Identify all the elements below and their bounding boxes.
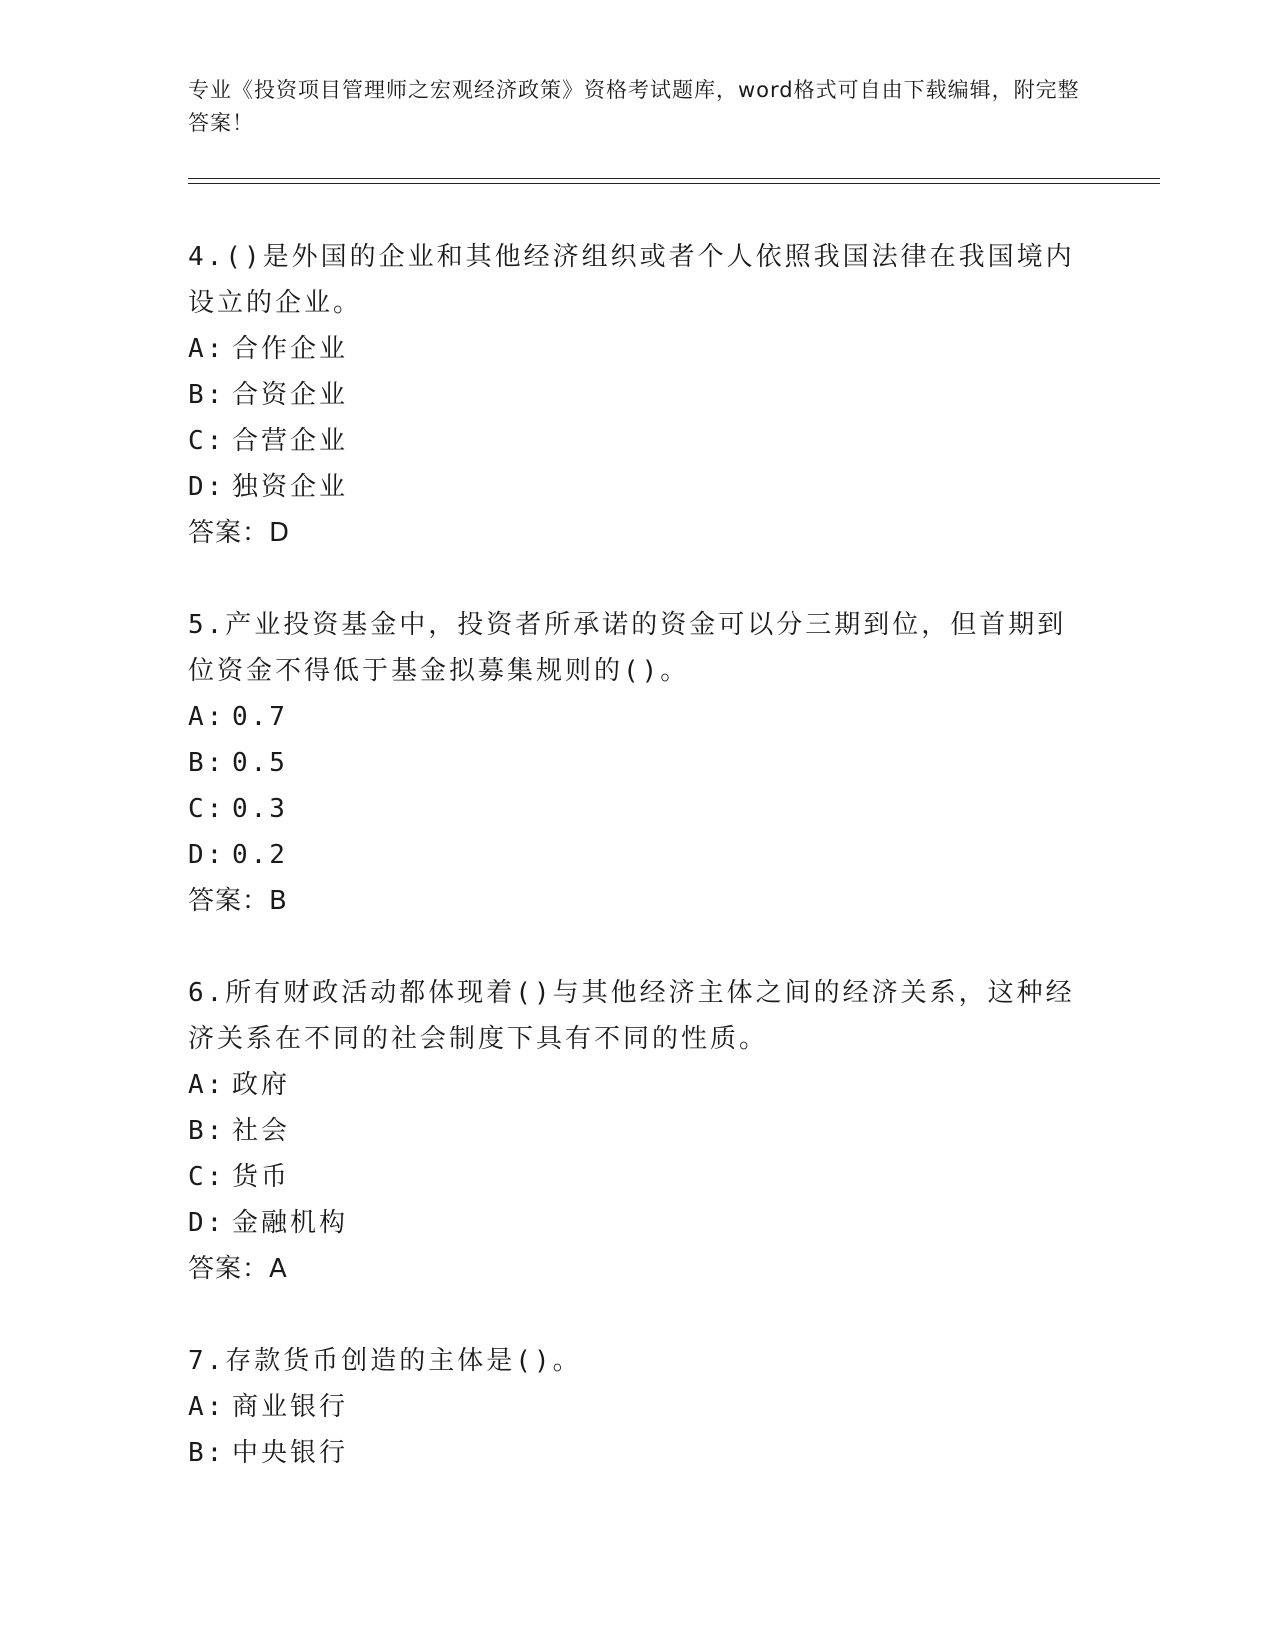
- option-b: [188, 740, 1088, 786]
- question-stem: 7.存款货币创造的主体是()。: [188, 1346, 582, 1376]
- option-text: 合营企业: [232, 426, 349, 456]
- question-7: [188, 1338, 1088, 1476]
- option-letter: A:: [188, 1070, 226, 1100]
- option-text: 政府: [232, 1070, 291, 1100]
- option-letter: D:: [188, 1208, 226, 1238]
- option-text: 0.2: [232, 840, 288, 870]
- question-4: [188, 234, 1088, 556]
- question-6: [188, 970, 1088, 1292]
- option-text: 合作企业: [232, 334, 349, 364]
- option-text: 0.3: [232, 794, 288, 824]
- option-a: [188, 1384, 1088, 1430]
- option-c: [188, 786, 1088, 832]
- option-letter: B:: [188, 380, 226, 410]
- option-letter: C:: [188, 1162, 226, 1192]
- question-stem: 5.产业投资基金中，投资者所承诺的资金可以分三期到位，但首期到位资金不得低于基金拟募集规则的()。: [188, 610, 1067, 686]
- option-text: 合资企业: [232, 380, 349, 410]
- question-list: [188, 234, 1088, 1522]
- option-c: [188, 418, 1088, 464]
- option-text: 商业银行: [232, 1392, 349, 1422]
- option-text: 社会: [232, 1116, 291, 1146]
- option-letter: C:: [188, 426, 226, 456]
- option-letter: B:: [188, 1438, 226, 1468]
- answer-line: 答案：D: [188, 518, 291, 548]
- header-rule-top: [188, 178, 1160, 179]
- option-text: 0.5: [232, 748, 288, 778]
- option-letter: A:: [188, 334, 226, 364]
- option-letter: C:: [188, 794, 226, 824]
- option-a: [188, 326, 1088, 372]
- option-letter: A:: [188, 702, 226, 732]
- question-stem: 4.()是外国的企业和其他经济组织或者个人依照我国法律在我国境内设立的企业。: [188, 242, 1075, 318]
- document-header: 专业《投资项目管理师之宏观经济政策》资格考试题库，word格式可自由下载编辑，附完整答案！: [188, 78, 1080, 135]
- question-5: [188, 602, 1088, 924]
- option-letter: A:: [188, 1392, 226, 1422]
- option-b: [188, 1430, 1088, 1476]
- option-text: 金融机构: [232, 1208, 349, 1238]
- option-letter: D:: [188, 472, 226, 502]
- answer-line: 答案：A: [188, 1254, 288, 1284]
- option-c: [188, 1154, 1088, 1200]
- option-b: [188, 372, 1088, 418]
- option-letter: B:: [188, 1116, 226, 1146]
- question-stem: 6.所有财政活动都体现着()与其他经济主体之间的经济关系，这种经济关系在不同的社会制度下具有不同的性质。: [188, 978, 1075, 1054]
- option-d: [188, 464, 1088, 510]
- option-b: [188, 1108, 1088, 1154]
- option-a: [188, 694, 1088, 740]
- answer-line: 答案：B: [188, 886, 288, 916]
- option-text: 0.7: [232, 702, 288, 732]
- option-text: 中央银行: [232, 1438, 349, 1468]
- option-d: [188, 832, 1088, 878]
- option-text: 独资企业: [232, 472, 349, 502]
- option-letter: D:: [188, 840, 226, 870]
- option-d: [188, 1200, 1088, 1246]
- header-rule-bottom: [188, 183, 1160, 184]
- option-text: 货币: [232, 1162, 291, 1192]
- option-a: [188, 1062, 1088, 1108]
- option-letter: B:: [188, 748, 226, 778]
